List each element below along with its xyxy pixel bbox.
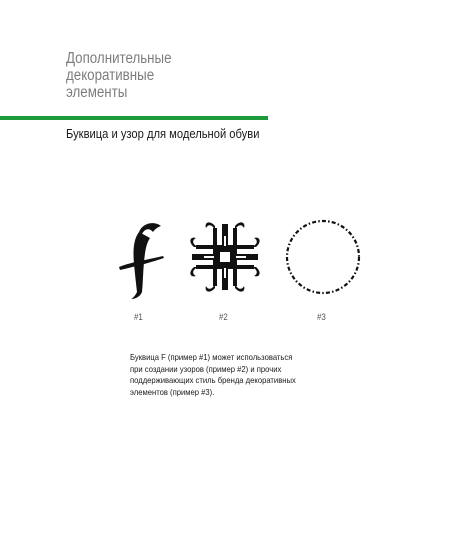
decorative-ring-icon (278, 212, 368, 302)
description-paragraph (130, 352, 364, 398)
section-subtitle: Буквица и узор для модельной обуви (66, 126, 260, 141)
decorative-ring-figure (278, 212, 368, 302)
accent-divider (0, 116, 268, 120)
letter-f-icon (95, 212, 185, 302)
letter-f-figure (95, 212, 185, 302)
example-1-label: #1 (134, 312, 143, 322)
example-3-label: #3 (317, 312, 326, 322)
section-title-line-1: Дополнительные (66, 50, 172, 67)
ornament-pattern-figure (180, 212, 270, 302)
description-line-4: элементов (пример #3). (130, 386, 215, 397)
section-title (66, 50, 238, 101)
description-line-2: при создании узоров (пример #2) и прочих (130, 363, 282, 374)
description-line-1: Буквица F (пример #1) может использоваться (130, 352, 293, 362)
description-line-3: поддерживающих стиль бренда декоративных (130, 375, 296, 385)
example-2-label: #2 (219, 312, 228, 322)
section-title-line-3: элементы (66, 84, 128, 101)
section-title-line-2: декоративные (66, 67, 155, 84)
ornament-pattern-icon (180, 212, 270, 302)
